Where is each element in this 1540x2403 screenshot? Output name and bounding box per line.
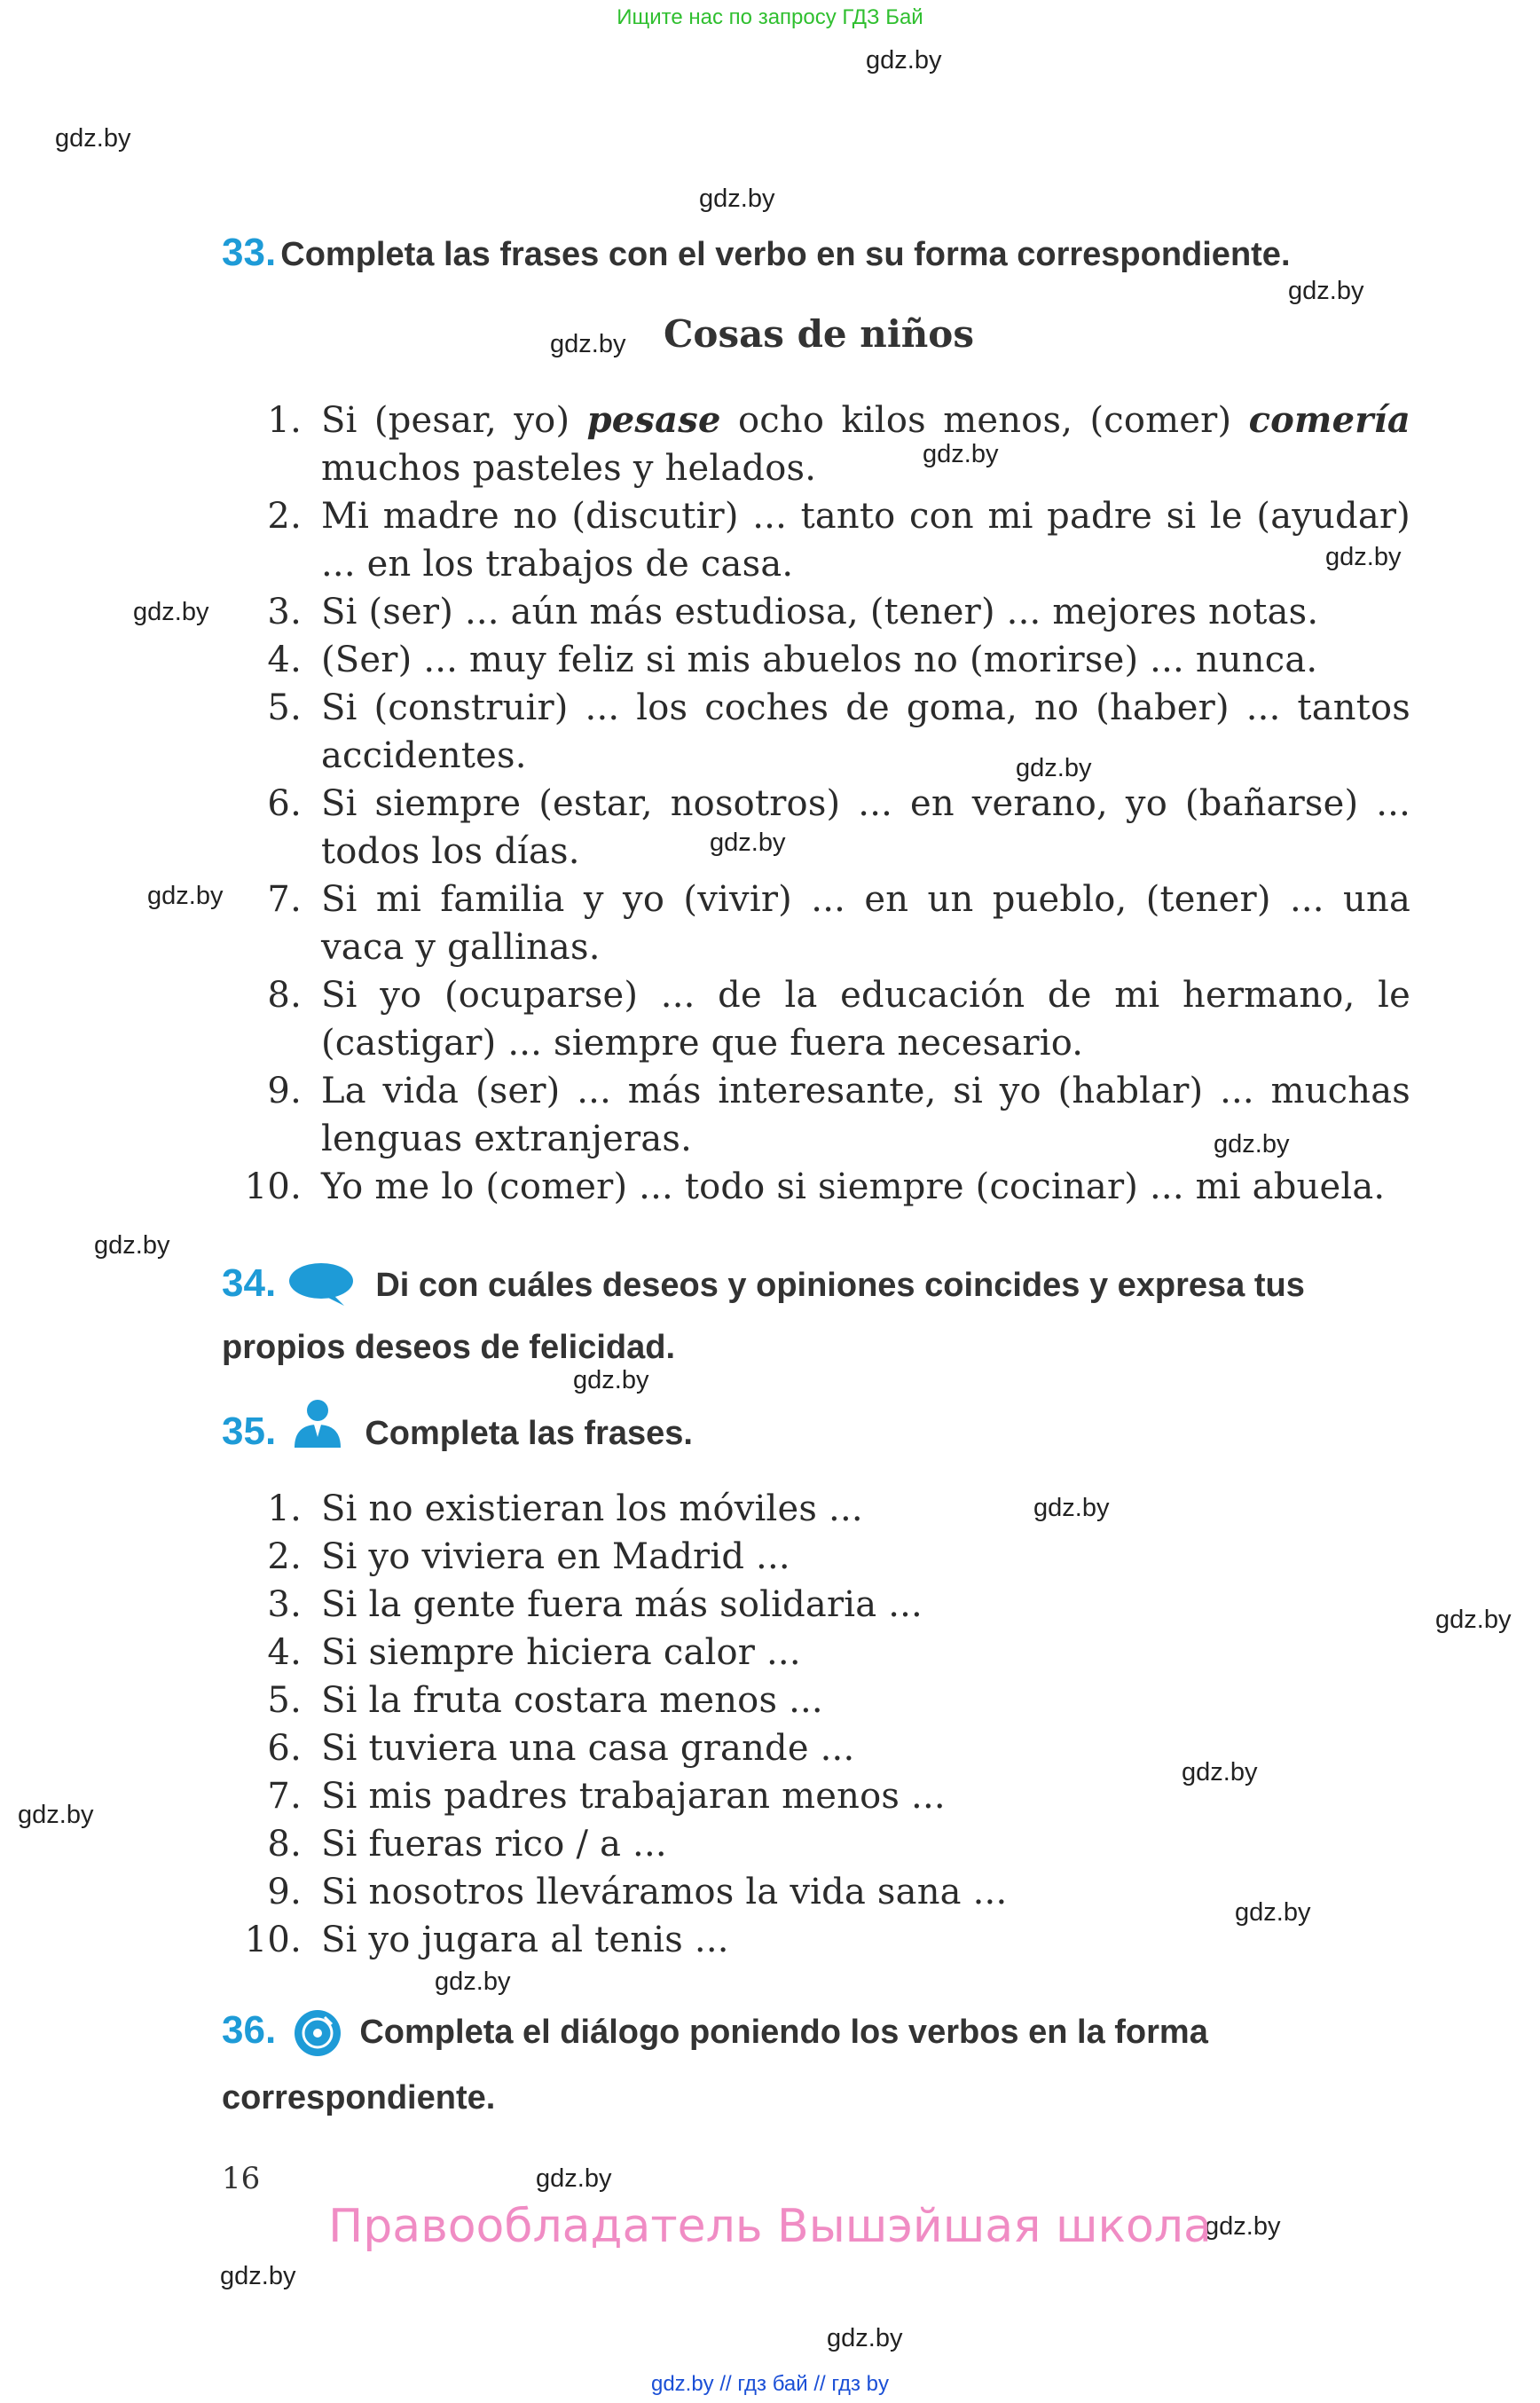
watermark: gdz.by xyxy=(220,2262,296,2290)
item-number: 6. xyxy=(267,783,302,824)
list-item xyxy=(231,1820,1410,1868)
item-text: Si tuviera una casa grande ... xyxy=(321,1728,855,1769)
watermark: gdz.by xyxy=(866,46,942,75)
item-number: 4. xyxy=(267,640,302,680)
item-number: 3. xyxy=(267,1584,302,1625)
item-text: (Ser) ... muy feliz si mis abuelos no (morirse) ... nunca. xyxy=(321,640,1318,680)
watermark: gdz.by xyxy=(536,2164,612,2193)
item-number: 10. xyxy=(244,1920,302,1960)
item-number: 7. xyxy=(267,879,302,920)
exercise-number: 33. xyxy=(222,231,277,274)
watermark: gdz.by xyxy=(550,330,626,358)
copyright-notice: Правообладатель Вышэйшая школа xyxy=(328,2200,1212,2253)
list-item xyxy=(231,971,1410,1067)
exercise-instruction: Di con cuáles deseos y opiniones coincides y expresa tus propios deseos de felicidad. xyxy=(222,1267,1305,1366)
list-item xyxy=(231,1868,1410,1916)
list-item xyxy=(231,876,1410,971)
item-text: Si yo viviera en Madrid ... xyxy=(321,1536,790,1577)
watermark: gdz.by xyxy=(573,1366,649,1394)
item-text: Si fueras rico / a ... xyxy=(321,1824,667,1865)
watermark: gdz.by xyxy=(1288,277,1364,305)
item-number: 7. xyxy=(267,1776,302,1817)
watermark: gdz.by xyxy=(147,882,224,910)
watermark: gdz.by xyxy=(1325,543,1402,571)
watermark: gdz.by xyxy=(1214,1130,1290,1158)
watermark: gdz.by xyxy=(1016,754,1092,782)
exercise-34-heading xyxy=(222,1261,1410,1376)
list-item xyxy=(231,1772,1410,1820)
watermark: gdz.by xyxy=(1182,1758,1258,1787)
item-text: Si (pesar, yo) pesase ocho kilos menos, (comer) comería muchos pasteles y helados. xyxy=(321,399,1411,489)
exercise-number: 35. xyxy=(222,1410,277,1453)
footer-links[interactable]: gdz.by // гдз бай // гдз by xyxy=(650,2372,890,2396)
item-text: Si siempre (estar, nosotros) ... en verano, yo (bañarse) ... todos los días. xyxy=(321,783,1410,872)
exercise-number: 36. xyxy=(222,2008,277,2052)
watermark: gdz.by xyxy=(435,1967,511,1996)
item-text: Si siempre hiciera calor ... xyxy=(321,1632,801,1673)
item-text: Si mis padres trabajaran menos ... xyxy=(321,1776,946,1817)
item-text: Si nosotros lleváramos la vida sana ... xyxy=(321,1872,1008,1912)
header-search-hint[interactable]: Ищите нас по запросу ГДЗ Бай xyxy=(617,5,923,29)
item-number: 6. xyxy=(267,1728,302,1769)
item-text: Si no existieran los móviles ... xyxy=(321,1488,863,1529)
list-item xyxy=(231,1724,1410,1772)
item-number: 8. xyxy=(267,1824,302,1865)
watermark: gdz.by xyxy=(699,185,775,213)
list-item xyxy=(231,1629,1410,1677)
person-icon xyxy=(291,1398,344,1451)
exercise-35-list xyxy=(231,1485,1410,1964)
audio-cd-icon xyxy=(293,2008,342,2076)
exercise-33-list xyxy=(231,397,1410,1211)
item-number: 1. xyxy=(267,400,302,441)
list-item xyxy=(231,1916,1410,1964)
watermark: gdz.by xyxy=(1235,1898,1311,1927)
exercise-33-heading xyxy=(222,231,1410,277)
speech-bubble-icon xyxy=(287,1261,355,1325)
item-number: 9. xyxy=(267,1071,302,1111)
exercise-subtitle: Cosas de niños xyxy=(664,312,974,356)
watermark: gdz.by xyxy=(923,440,999,468)
item-number: 5. xyxy=(267,1680,302,1721)
list-item xyxy=(231,636,1410,684)
list-item xyxy=(231,1677,1410,1724)
watermark: gdz.by xyxy=(94,1231,170,1260)
exercise-instruction: Completa las frases. xyxy=(365,1415,693,1452)
list-item xyxy=(231,1581,1410,1629)
list-item xyxy=(231,1485,1410,1533)
item-text: Si yo (ocuparse) ... de la educación de mi hermano, le (castigar) ... siempre que fuera necesario. xyxy=(321,975,1410,1064)
item-text: Mi madre no (discutir) ... tanto con mi padre si le (ayudar) ... en los trabajos de casa. xyxy=(321,496,1410,585)
exercise-35-heading xyxy=(222,1398,1410,1456)
item-text: Si (construir) ... los coches de goma, no (haber) ... tantos accidentes. xyxy=(321,687,1410,776)
watermark: gdz.by xyxy=(1205,2212,1281,2241)
list-item xyxy=(231,684,1410,780)
list-item xyxy=(231,492,1410,588)
page-number: 16 xyxy=(222,2161,261,2196)
item-text: Yo me lo (comer) ... todo si siempre (cocinar) ... mi abuela. xyxy=(321,1166,1386,1207)
list-item xyxy=(231,588,1410,636)
list-item xyxy=(231,1533,1410,1581)
watermark: gdz.by xyxy=(710,828,786,857)
item-text: Si (ser) ... aún más estudiosa, (tener) ... mejores notas. xyxy=(321,592,1319,632)
exercise-number: 34. xyxy=(222,1261,277,1305)
item-number: 9. xyxy=(267,1872,302,1912)
item-text: La vida (ser) ... más interesante, si yo (hablar) ... muchas lenguas extranjeras. xyxy=(321,1071,1410,1159)
item-text: Si la fruta costara menos ... xyxy=(321,1680,823,1721)
watermark: gdz.by xyxy=(1033,1494,1110,1522)
watermark: gdz.by xyxy=(55,124,131,153)
answer-example: comería xyxy=(1248,399,1411,441)
item-text: Si yo jugara al tenis ... xyxy=(321,1920,729,1960)
list-item xyxy=(231,397,1410,492)
item-number: 4. xyxy=(267,1632,302,1673)
exercise-instruction: Completa el diálogo poniendo los verbos en la forma correspondiente. xyxy=(222,2014,1208,2116)
item-number: 8. xyxy=(267,975,302,1016)
exercise-instruction: Completa las frases con el verbo en su forma correspondiente. xyxy=(280,236,1291,273)
item-number: 2. xyxy=(267,1536,302,1577)
item-number: 1. xyxy=(267,1488,302,1529)
item-text: Si mi familia y yo (vivir) ... en un pueblo, (tener) ... una vaca y gallinas. xyxy=(321,879,1410,968)
item-number: 10. xyxy=(244,1166,302,1207)
list-item xyxy=(231,780,1410,876)
item-text: Si la gente fuera más solidaria ... xyxy=(321,1584,923,1625)
item-number: 3. xyxy=(267,592,302,632)
item-number: 2. xyxy=(267,496,302,537)
item-number: 5. xyxy=(267,687,302,728)
watermark: gdz.by xyxy=(827,2324,903,2352)
watermark: gdz.by xyxy=(18,1801,94,1829)
exercise-36-heading xyxy=(222,2008,1410,2126)
answer-example: pesase xyxy=(586,399,721,441)
watermark: gdz.by xyxy=(1435,1606,1512,1634)
list-item xyxy=(231,1067,1410,1163)
list-item xyxy=(231,1163,1410,1211)
watermark: gdz.by xyxy=(133,598,209,626)
